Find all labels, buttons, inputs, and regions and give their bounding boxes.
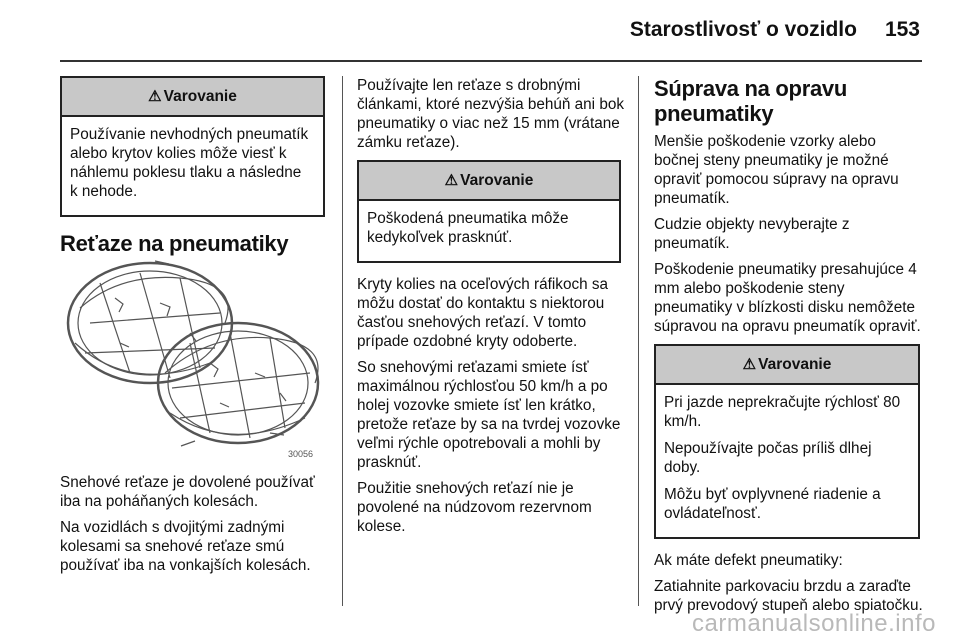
warning-text: Môžu byť ovplyvnené riadenie a ovládateľnosť. <box>664 486 881 522</box>
snow-chains-illustration <box>60 253 325 460</box>
warning-text: Pri jazde neprekračujte rýchlosť 80 km/h. <box>664 394 901 430</box>
column-1 <box>60 76 325 257</box>
warning-title: Varovanie <box>460 172 534 189</box>
paragraph: Snehové reťaze je dovolené používať iba na poháňaných kolesách. <box>60 474 315 510</box>
warning-icon: ⚠ <box>742 356 757 373</box>
paragraph: Cudzie objekty nevyberajte z pneumatík. <box>654 216 850 252</box>
warning-icon: ⚠ <box>444 172 459 189</box>
paragraph: Používajte len reťaze s drobnými článkami, ktoré nezvýšia behúň ani bok pneumatiky o viac než 15 mm (vrátane zámku reťaze). <box>357 77 624 151</box>
warning-title: Varovanie <box>758 356 832 373</box>
warning-box-2 <box>357 160 621 263</box>
paragraph: Ak máte defekt pneumatiky: <box>654 552 843 569</box>
section-title: Starostlivosť o vozidlo <box>629 18 857 41</box>
section-heading-repair-kit: Súprava na opravu pneumatiky <box>654 76 847 126</box>
page-number: 153 <box>884 18 920 41</box>
watermark: carmanualsonline.info <box>692 610 936 637</box>
image-code: 30056 <box>288 449 314 459</box>
paragraph: Poškodenie pneumatiky presahujúce 4 mm alebo poškodenie steny pneumatiky v blízkosti disku nemôžete súpravou na opravu pneumatík opraviť. <box>654 261 921 335</box>
column-1-text <box>60 473 330 582</box>
warning-body <box>62 117 323 215</box>
paragraph: Zatiahnite parkovaciu brzdu a zaraďte prvý prevodový stupeň alebo spiatočku. <box>654 578 923 614</box>
warning-header <box>656 346 918 385</box>
warning-header <box>62 78 323 117</box>
snow-chains-drawing <box>60 253 325 460</box>
column-2 <box>357 76 627 543</box>
warning-header <box>359 162 619 201</box>
header-rule <box>60 60 922 62</box>
section-heading-chains: Reťaze na pneumatiky <box>60 231 289 256</box>
paragraph: Použitie snehových reťazí nie je povolené na núdzovom rezervnom kolese. <box>357 480 592 535</box>
column-3 <box>654 76 924 622</box>
column-divider <box>638 76 639 606</box>
warning-text: Poškodená pneumatika môže kedykoľvek prasknúť. <box>367 210 569 246</box>
warning-body <box>359 201 619 261</box>
warning-box-3 <box>654 344 920 539</box>
paragraph: Kryty kolies na oceľových ráfikoch sa môžu dostať do kontaktu s niektorou časťou snehových reťazí. V tomto prípade ozdobné kryty odoberte. <box>357 276 609 350</box>
column-divider <box>342 76 343 606</box>
warning-icon: ⚠ <box>148 88 162 105</box>
page-header <box>630 18 920 42</box>
paragraph: Menšie poškodenie vzorky alebo bočnej steny pneumatiky je možné opraviť pomocou súpravy na opravu pneumatík. <box>654 133 899 207</box>
warning-text: Používanie nevhodných pneumatík alebo krytov kolies môže viesť k náhlemu poklesu tlaku a následne k nehode. <box>70 126 309 200</box>
warning-title: Varovanie <box>163 88 237 105</box>
paragraph: Na vozidlách s dvojitými zadnými kolesami sa snehové reťaze smú používať iba na vonkajších kolesách. <box>60 519 311 574</box>
warning-box-1 <box>60 76 325 217</box>
warning-text: Nepoužívajte počas príliš dlhej doby. <box>664 440 872 476</box>
warning-body <box>656 385 918 537</box>
paragraph: So snehovými reťazami smiete ísť maximálnou rýchlosťou 50 km/h a po holej vozovke smiete ísť len krátko, pretože reťaze by sa na tvrdej vozovke veľmi rýchle opotrebovali a mohli by prasknúť. <box>357 359 621 471</box>
